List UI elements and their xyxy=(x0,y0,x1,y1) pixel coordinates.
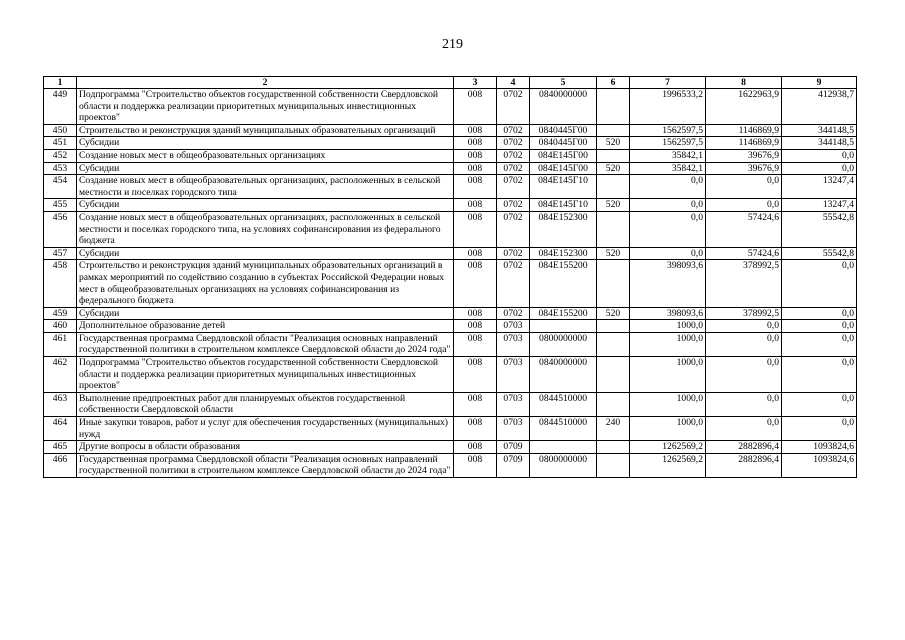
row-admin-code: 008 xyxy=(454,441,497,454)
row-amount-2: 2882896,4 xyxy=(706,453,782,477)
row-target-code: 084E145Г10 xyxy=(530,175,597,199)
row-amount-1: 1262569,2 xyxy=(630,453,706,477)
row-admin-code: 008 xyxy=(454,137,497,150)
row-amount-1: 0,0 xyxy=(630,211,706,247)
row-section-code: 0703 xyxy=(497,357,530,393)
row-amount-1: 0,0 xyxy=(630,247,706,260)
header-cell: 5 xyxy=(530,77,597,89)
row-number: 459 xyxy=(44,307,77,320)
row-section-code: 0702 xyxy=(497,149,530,162)
row-section-code: 0703 xyxy=(497,332,530,356)
row-section-code: 0702 xyxy=(497,199,530,212)
row-number: 456 xyxy=(44,211,77,247)
table-row xyxy=(44,175,857,199)
table-row xyxy=(44,453,857,477)
row-name: Государственная программа Свердловской области "Реализация основных направлений государственной политики в строительном комплексе Свердловской области до 2024 года" xyxy=(77,453,454,477)
row-number: 455 xyxy=(44,199,77,212)
row-amount-1: 1000,0 xyxy=(630,332,706,356)
row-expense-type: 520 xyxy=(597,199,630,212)
table-row xyxy=(44,320,857,333)
row-number: 451 xyxy=(44,137,77,150)
row-admin-code: 008 xyxy=(454,392,497,416)
row-amount-3: 0,0 xyxy=(782,307,857,320)
row-target-code: 084E152300 xyxy=(530,247,597,260)
row-name: Создание новых мест в общеобразовательных организациях, расположенных в сельской местности и поселках городского типа, на условиях софинансирования из федерального бюджета xyxy=(77,211,454,247)
row-number: 450 xyxy=(44,124,77,137)
header-cell: 8 xyxy=(706,77,782,89)
row-name: Выполнение предпроектных работ для планируемых объектов государственной собственности Свердловской области xyxy=(77,392,454,416)
row-name: Создание новых мест в общеобразовательных организациях, расположенных в сельской местности и поселках городского типа xyxy=(77,175,454,199)
row-amount-1: 0,0 xyxy=(630,175,706,199)
table-row xyxy=(44,124,857,137)
row-target-code: 084E145Г10 xyxy=(530,199,597,212)
row-number: 466 xyxy=(44,453,77,477)
row-number: 463 xyxy=(44,392,77,416)
row-target-code: 084E152300 xyxy=(530,211,597,247)
row-expense-type xyxy=(597,211,630,247)
row-name: Субсидии xyxy=(77,307,454,320)
header-cell: 7 xyxy=(630,77,706,89)
row-amount-2: 1146869,9 xyxy=(706,124,782,137)
table-body xyxy=(44,89,857,478)
row-amount-2: 1146869,9 xyxy=(706,137,782,150)
row-name: Субсидии xyxy=(77,247,454,260)
row-amount-2: 0,0 xyxy=(706,357,782,393)
row-amount-3: 0,0 xyxy=(782,357,857,393)
row-expense-type xyxy=(597,320,630,333)
row-name: Подпрограмма "Строительство объектов государственной собственности Свердловской области и поддержка реализации приоритетных муниципальных инвестиционных проектов" xyxy=(77,357,454,393)
row-name: Создание новых мест в общеобразовательных организациях xyxy=(77,149,454,162)
row-expense-type xyxy=(597,260,630,307)
table-row xyxy=(44,357,857,393)
row-expense-type xyxy=(597,175,630,199)
header-cell: 9 xyxy=(782,77,857,89)
row-admin-code: 008 xyxy=(454,332,497,356)
row-amount-2: 1622963,9 xyxy=(706,89,782,125)
row-admin-code: 008 xyxy=(454,211,497,247)
row-section-code: 0702 xyxy=(497,89,530,125)
row-number: 465 xyxy=(44,441,77,454)
row-amount-3: 344148,5 xyxy=(782,124,857,137)
row-number: 457 xyxy=(44,247,77,260)
row-expense-type xyxy=(597,392,630,416)
row-amount-2: 0,0 xyxy=(706,332,782,356)
table-row xyxy=(44,417,857,441)
row-name: Дополнительное образование детей xyxy=(77,320,454,333)
row-admin-code: 008 xyxy=(454,175,497,199)
row-amount-1: 1262569,2 xyxy=(630,441,706,454)
row-amount-1: 398093,6 xyxy=(630,260,706,307)
row-section-code: 0702 xyxy=(497,260,530,307)
row-amount-1: 1562597,5 xyxy=(630,124,706,137)
header-cell: 6 xyxy=(597,77,630,89)
row-amount-3: 1093824,6 xyxy=(782,453,857,477)
row-expense-type: 240 xyxy=(597,417,630,441)
row-amount-3: 0,0 xyxy=(782,417,857,441)
row-amount-2: 2882896,4 xyxy=(706,441,782,454)
header-cell: 2 xyxy=(77,77,454,89)
row-target-code: 084E145Г00 xyxy=(530,162,597,175)
row-target-code: 0840000000 xyxy=(530,357,597,393)
row-section-code: 0709 xyxy=(497,441,530,454)
row-amount-3: 13247,4 xyxy=(782,175,857,199)
row-section-code: 0702 xyxy=(497,247,530,260)
row-admin-code: 008 xyxy=(454,320,497,333)
row-amount-3: 344148,5 xyxy=(782,137,857,150)
row-expense-type xyxy=(597,453,630,477)
row-section-code: 0703 xyxy=(497,320,530,333)
row-name: Подпрограмма "Строительство объектов государственной собственности Свердловской области и поддержка реализации приоритетных муниципальных инвестиционных проектов" xyxy=(77,89,454,125)
row-section-code: 0702 xyxy=(497,175,530,199)
row-admin-code: 008 xyxy=(454,247,497,260)
row-expense-type: 520 xyxy=(597,247,630,260)
header-cell: 4 xyxy=(497,77,530,89)
header-cell: 1 xyxy=(44,77,77,89)
row-number: 449 xyxy=(44,89,77,125)
row-amount-3: 412938,7 xyxy=(782,89,857,125)
row-amount-2: 378992,5 xyxy=(706,307,782,320)
row-target-code: 0800000000 xyxy=(530,453,597,477)
row-amount-2: 0,0 xyxy=(706,392,782,416)
row-expense-type xyxy=(597,89,630,125)
row-section-code: 0709 xyxy=(497,453,530,477)
row-target-code: 0844510000 xyxy=(530,392,597,416)
row-amount-1: 398093,6 xyxy=(630,307,706,320)
row-amount-3: 1093824,6 xyxy=(782,441,857,454)
row-name: Субсидии xyxy=(77,137,454,150)
row-amount-3: 55542,8 xyxy=(782,247,857,260)
row-section-code: 0703 xyxy=(497,417,530,441)
row-name: Иные закупки товаров, работ и услуг для обеспечения государственных (муниципальных) нужд xyxy=(77,417,454,441)
row-amount-3: 0,0 xyxy=(782,320,857,333)
row-target-code: 0840000000 xyxy=(530,89,597,125)
row-target-code: 084E145Г00 xyxy=(530,149,597,162)
row-amount-3: 0,0 xyxy=(782,162,857,175)
row-amount-1: 1562597,5 xyxy=(630,137,706,150)
row-amount-3: 0,0 xyxy=(782,149,857,162)
row-number: 462 xyxy=(44,357,77,393)
row-amount-2: 39676,9 xyxy=(706,149,782,162)
table-row xyxy=(44,137,857,150)
row-admin-code: 008 xyxy=(454,162,497,175)
row-section-code: 0702 xyxy=(497,162,530,175)
row-admin-code: 008 xyxy=(454,357,497,393)
table-row xyxy=(44,149,857,162)
row-target-code: 0840445Г00 xyxy=(530,137,597,150)
row-section-code: 0702 xyxy=(497,137,530,150)
row-section-code: 0702 xyxy=(497,124,530,137)
header-cell: 3 xyxy=(454,77,497,89)
row-number: 453 xyxy=(44,162,77,175)
row-expense-type xyxy=(597,441,630,454)
row-amount-3: 0,0 xyxy=(782,392,857,416)
budget-table xyxy=(43,76,857,478)
row-amount-1: 0,0 xyxy=(630,199,706,212)
table-row xyxy=(44,247,857,260)
table-row xyxy=(44,260,857,307)
row-admin-code: 008 xyxy=(454,260,497,307)
row-target-code: 0844510000 xyxy=(530,417,597,441)
row-admin-code: 008 xyxy=(454,307,497,320)
row-admin-code: 008 xyxy=(454,124,497,137)
row-number: 460 xyxy=(44,320,77,333)
row-target-code xyxy=(530,320,597,333)
row-number: 454 xyxy=(44,175,77,199)
row-expense-type xyxy=(597,357,630,393)
row-number: 452 xyxy=(44,149,77,162)
row-target-code: 084E155200 xyxy=(530,260,597,307)
row-amount-1: 1000,0 xyxy=(630,320,706,333)
row-admin-code: 008 xyxy=(454,149,497,162)
row-name: Другие вопросы в области образования xyxy=(77,441,454,454)
table-row xyxy=(44,89,857,125)
row-section-code: 0703 xyxy=(497,392,530,416)
row-expense-type xyxy=(597,332,630,356)
page-number: 219 xyxy=(442,37,463,52)
row-target-code: 0800000000 xyxy=(530,332,597,356)
row-number: 464 xyxy=(44,417,77,441)
row-amount-2: 57424,6 xyxy=(706,211,782,247)
table-row xyxy=(44,441,857,454)
row-amount-3: 13247,4 xyxy=(782,199,857,212)
row-expense-type: 520 xyxy=(597,307,630,320)
table-row xyxy=(44,392,857,416)
row-admin-code: 008 xyxy=(454,453,497,477)
row-expense-type xyxy=(597,149,630,162)
row-name: Субсидии xyxy=(77,199,454,212)
row-name: Субсидии xyxy=(77,162,454,175)
table-row xyxy=(44,211,857,247)
row-amount-1: 1996533,2 xyxy=(630,89,706,125)
table-row xyxy=(44,307,857,320)
row-section-code: 0702 xyxy=(497,211,530,247)
row-amount-2: 0,0 xyxy=(706,175,782,199)
table-row xyxy=(44,332,857,356)
row-admin-code: 008 xyxy=(454,199,497,212)
row-amount-3: 55542,8 xyxy=(782,211,857,247)
row-amount-1: 35842,1 xyxy=(630,162,706,175)
row-amount-3: 0,0 xyxy=(782,332,857,356)
row-amount-1: 1000,0 xyxy=(630,392,706,416)
row-target-code: 084E155200 xyxy=(530,307,597,320)
row-amount-3: 0,0 xyxy=(782,260,857,307)
row-amount-2: 0,0 xyxy=(706,199,782,212)
row-amount-2: 0,0 xyxy=(706,320,782,333)
row-name: Строительство и реконструкция зданий муниципальных образовательных организаций в рамках мероприятий по содействию созданию в субъектах Российской Федерации новых мест в общеобразовательных организациях на условиях софинансирования из федерального бюджета xyxy=(77,260,454,307)
row-expense-type: 520 xyxy=(597,162,630,175)
row-amount-2: 39676,9 xyxy=(706,162,782,175)
row-name: Строительство и реконструкция зданий муниципальных образовательных организаций xyxy=(77,124,454,137)
row-target-code xyxy=(530,441,597,454)
row-admin-code: 008 xyxy=(454,89,497,125)
row-target-code: 0840445Г00 xyxy=(530,124,597,137)
row-expense-type xyxy=(597,124,630,137)
row-amount-1: 35842,1 xyxy=(630,149,706,162)
row-amount-2: 0,0 xyxy=(706,417,782,441)
row-expense-type: 520 xyxy=(597,137,630,150)
row-amount-2: 378992,5 xyxy=(706,260,782,307)
row-amount-2: 57424,6 xyxy=(706,247,782,260)
header-row xyxy=(44,77,857,89)
row-amount-1: 1000,0 xyxy=(630,357,706,393)
row-name: Государственная программа Свердловской области "Реализация основных направлений государственной политики в строительном комплексе Свердловской области до 2024 года" xyxy=(77,332,454,356)
row-admin-code: 008 xyxy=(454,417,497,441)
row-section-code: 0702 xyxy=(497,307,530,320)
row-amount-1: 1000,0 xyxy=(630,417,706,441)
row-number: 461 xyxy=(44,332,77,356)
row-number: 458 xyxy=(44,260,77,307)
table-row xyxy=(44,162,857,175)
table-row xyxy=(44,199,857,212)
